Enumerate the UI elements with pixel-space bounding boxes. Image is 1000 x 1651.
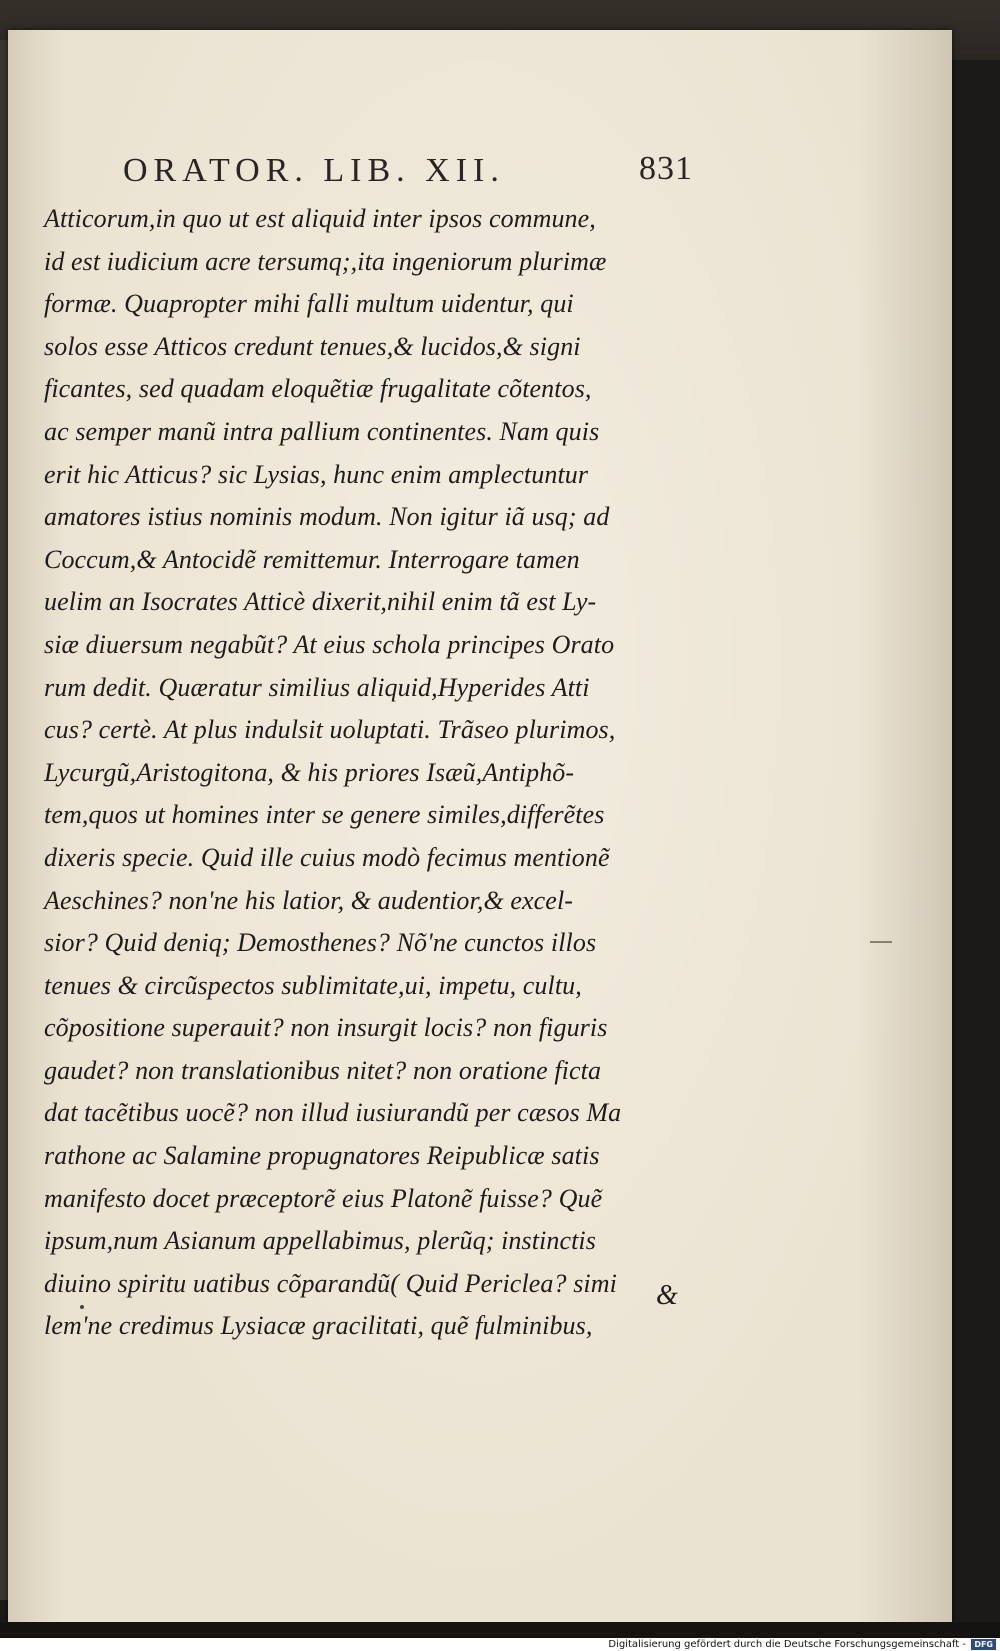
text-line: gaudet? non translationibus nitet? non oratione ficta xyxy=(44,1055,602,1085)
text-line: dixeris specie. Quid ille cuius modò fecimus mentionẽ xyxy=(44,842,610,872)
text-line: Coccum,& Antocidẽ remittemur. Interrogare tamen xyxy=(44,544,580,574)
footer-bar xyxy=(0,1638,1000,1651)
text-line: cus? certè. At plus indulsit uoluptati. Trãseo plurimos, xyxy=(44,715,616,745)
text-line: uelim an Isocrates Atticè dixerit,nihil enim tã est Ly- xyxy=(44,587,597,617)
text-line: erit hic Atticus? sic Lysias, hunc enim amplectuntur xyxy=(44,459,589,489)
text-line: Aeschines? non'ne his latior, & audentior,& excel- xyxy=(44,885,574,915)
text-line: Atticorum,in quo ut est aliquid inter ipsos commune, xyxy=(44,204,596,233)
margin-mark xyxy=(870,941,892,943)
text-line: rathone ac Salamine propugnatores Reipublicæ satis xyxy=(44,1141,600,1171)
page-number: 831 xyxy=(639,150,693,187)
catchword: & xyxy=(656,1280,678,1311)
text-line: Lycurgũ,Aristogitona, & his priores Isæũ,Antiphõ- xyxy=(44,757,575,787)
text-line: rum dedit. Quæratur similius aliquid,Hyperides Atti xyxy=(44,672,590,702)
running-head xyxy=(123,152,703,196)
text-line: dat tacẽtibus uocẽ? non illud iusiurandũ per cæsos Ma xyxy=(44,1098,622,1128)
footer-credit: Digitalisierung gefördert durch die Deutsche Forschungsgemeinschaft - xyxy=(608,1639,966,1650)
scan-bottom-edge xyxy=(0,1622,1000,1638)
text-line: formæ. Quapropter mihi falli multum uidentur, qui xyxy=(44,289,574,319)
text-line: id est iudicium acre tersumq;,ita ingeniorum plurimæ xyxy=(44,246,607,276)
text-line: amatores istius nominis modum. Non igitur iã usq; ad xyxy=(44,502,610,532)
text-line: tenues & circũspectos sublimitate,ui, impetu, cultu, xyxy=(44,970,582,1000)
text-line: cõpositione superauit? non insurgit locis? non figuris xyxy=(44,1013,608,1043)
book-page xyxy=(8,30,952,1622)
text-line: lem'ne credimus Lysiacæ gracilitati, quẽ fulminibus, xyxy=(44,1311,593,1341)
text-line: ac semper manũ intra pallium continentes. Nam quis xyxy=(44,416,600,446)
text-line: manifesto docet præceptorẽ eius Platonẽ fuisse? Quẽ xyxy=(44,1183,603,1213)
running-title: ORATOR. LIB. XII. xyxy=(123,152,505,189)
text-line: tem,quos ut homines inter se genere similes,differẽtes xyxy=(44,800,605,830)
text-line: ipsum,num Asianum appellabimus, plerũq; instinctis xyxy=(44,1226,596,1256)
text-line: siæ diuersum negabũt? At eius schola principes Orato xyxy=(44,629,615,659)
text-line: diuino spiritu uatibus cõparandũ( Quid Periclea? simi xyxy=(44,1268,617,1298)
dfg-logo-icon: DFG xyxy=(971,1639,996,1650)
text-line: ficantes, sed quadam eloquẽtiæ frugalitate cõtentos, xyxy=(44,374,592,404)
paper-speck xyxy=(80,1305,84,1309)
text-line: solos esse Atticos credunt tenues,& lucidos,& signi xyxy=(44,331,581,361)
body-text xyxy=(44,198,704,1348)
text-line: sior? Quid deniq; Demosthenes? Nõ'ne cunctos illos xyxy=(44,928,597,958)
